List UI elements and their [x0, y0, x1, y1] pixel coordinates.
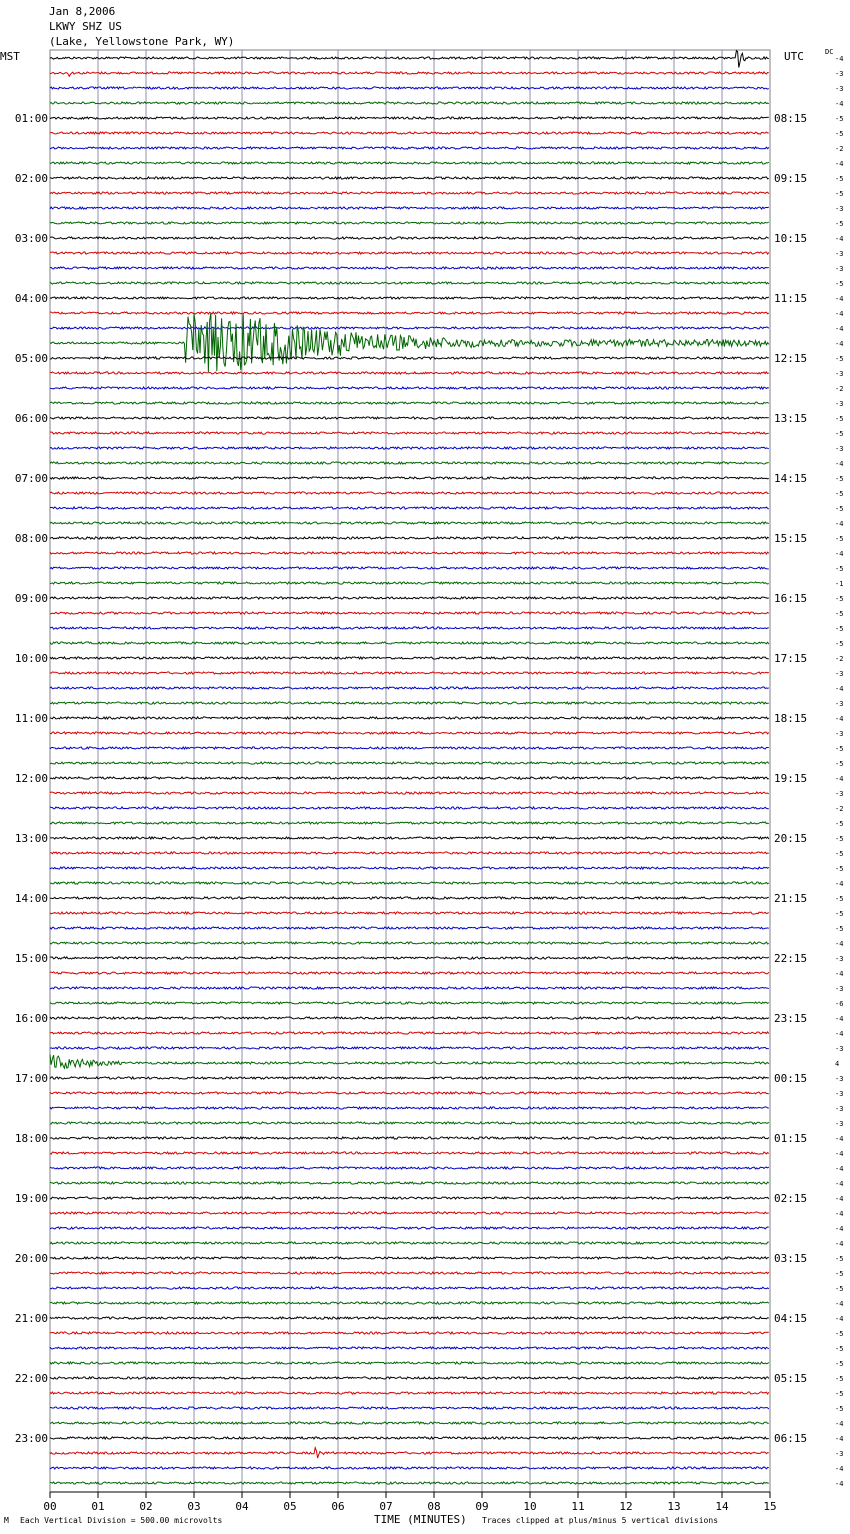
- footer-clip: Traces clipped at plus/minus 5 vertical divisions: [482, 1516, 719, 1525]
- dc-offset-label: -5: [835, 895, 844, 903]
- dc-offset-label: -5: [835, 175, 844, 183]
- right-hour-label: 16:15: [774, 592, 808, 605]
- dc-offset-label: -4: [835, 1315, 844, 1323]
- seismic-trace: [50, 927, 769, 929]
- left-hour-label: 02:00: [14, 172, 48, 185]
- dc-offset-label: -4: [835, 1180, 844, 1188]
- date-label: Jan 8,2006: [49, 5, 116, 18]
- dc-offset-label: -4: [835, 1135, 844, 1143]
- dc-offset-label: -3: [835, 1450, 844, 1458]
- seismic-trace: [50, 912, 769, 914]
- seismic-trace: [50, 612, 769, 614]
- seismic-trace: [50, 1212, 769, 1214]
- seismic-trace: [50, 1017, 769, 1019]
- dc-offset-label: -5: [835, 1390, 844, 1398]
- dc-offset-label: -3: [835, 1120, 844, 1128]
- dc-offset-label: -5: [835, 535, 844, 543]
- dc-offset-label: -5: [835, 190, 844, 198]
- seismic-trace: [50, 1287, 769, 1289]
- x-tick-label: 01: [91, 1500, 105, 1513]
- left-hour-label: 01:00: [14, 112, 48, 125]
- dc-offset-label: -4: [835, 310, 844, 318]
- seismic-trace: [50, 942, 769, 944]
- seismic-trace: [50, 1362, 769, 1364]
- seismic-trace: [50, 102, 769, 104]
- seismic-trace: [50, 1092, 769, 1094]
- dc-offset-label: -5: [835, 115, 844, 123]
- seismic-trace: [50, 313, 769, 372]
- seismic-trace: [50, 1407, 769, 1409]
- seismic-trace: [50, 792, 769, 794]
- seismic-trace: [50, 117, 769, 119]
- dc-offset-label: -5: [835, 1345, 844, 1353]
- seismic-trace: [50, 1032, 769, 1034]
- right-hour-label: 06:15: [774, 1432, 808, 1445]
- x-tick-label: 02: [139, 1500, 153, 1513]
- dc-offset-label: -4: [835, 295, 844, 303]
- left-hour-label: 13:00: [14, 832, 48, 845]
- dc-offset-label: -2: [835, 655, 844, 663]
- right-hour-label: 08:15: [774, 112, 808, 125]
- plot-frame: [50, 50, 770, 1492]
- dc-offset-label: -5: [835, 565, 844, 573]
- left-hour-label: 20:00: [14, 1252, 48, 1265]
- dc-offset-label: -4: [835, 775, 844, 783]
- dc-offset-label: -5: [835, 1285, 844, 1293]
- seismic-trace: [50, 252, 769, 254]
- seismic-trace: [50, 1137, 769, 1139]
- right-timezone-label: UTC: [784, 50, 804, 63]
- right-hour-label: 05:15: [774, 1372, 808, 1385]
- dc-offset-label: -1: [835, 580, 844, 588]
- left-hour-label: 03:00: [14, 232, 48, 245]
- x-tick-label: 11: [571, 1500, 585, 1513]
- left-hour-label: 21:00: [14, 1312, 48, 1325]
- seismic-trace: [50, 372, 769, 374]
- seismic-trace: [50, 807, 769, 809]
- dc-offset-label: -5: [835, 835, 844, 843]
- seismic-trace: [50, 237, 769, 239]
- dc-offset-label: -5: [835, 280, 844, 288]
- dc-offset-label: -5: [835, 475, 844, 483]
- left-hour-label: 16:00: [14, 1012, 48, 1025]
- dc-offset-label: -5: [835, 640, 844, 648]
- dc-offset-label: 4: [835, 1060, 840, 1068]
- seismic-trace: [50, 1377, 769, 1379]
- dc-offset-label: -3: [835, 205, 844, 213]
- seismic-trace: [50, 1482, 769, 1484]
- dc-offset-label: -3: [835, 70, 844, 78]
- dc-offset-label: -5: [835, 1405, 844, 1413]
- right-hour-label: 13:15: [774, 412, 808, 425]
- seismic-trace: [50, 432, 769, 434]
- dc-offset-label: -4: [835, 715, 844, 723]
- seismic-trace: [50, 1437, 769, 1439]
- dc-offset-label: -4: [835, 550, 844, 558]
- dc-offset-label: -5: [835, 1360, 844, 1368]
- left-hour-label: 14:00: [14, 892, 48, 905]
- seismic-trace: [50, 477, 769, 479]
- seismic-trace: [50, 597, 769, 599]
- left-hour-label: 05:00: [14, 352, 48, 365]
- dc-offset-label: -3: [835, 955, 844, 963]
- right-hour-label: 01:15: [774, 1132, 808, 1145]
- dc-offset-label: -4: [835, 1150, 844, 1158]
- seismic-trace: [50, 822, 769, 824]
- footer-scale: Each Vertical Division = 500.00 microvolts: [20, 1516, 223, 1525]
- right-hour-label: 22:15: [774, 952, 808, 965]
- right-hour-label: 21:15: [774, 892, 808, 905]
- seismic-trace: [50, 567, 769, 569]
- seismic-trace: [50, 1392, 769, 1394]
- left-hour-label: 07:00: [14, 472, 48, 485]
- right-hour-label: 15:15: [774, 532, 808, 545]
- right-hour-label: 14:15: [774, 472, 808, 485]
- station-label: LKWY SHZ US: [49, 20, 122, 33]
- seismic-trace: [50, 702, 769, 704]
- dc-offset-label: -5: [835, 505, 844, 513]
- dc-offset-label: -5: [835, 490, 844, 498]
- seismic-trace: [50, 492, 769, 494]
- dc-offset-label: -5: [835, 625, 844, 633]
- seismic-trace: [50, 72, 769, 76]
- seismic-trace: [50, 852, 769, 854]
- dc-offset-label: -2: [835, 385, 844, 393]
- footer-mark: M: [4, 1516, 9, 1525]
- seismic-trace: [50, 627, 769, 629]
- seismic-trace: [50, 582, 769, 584]
- dc-offset-label: -5: [835, 745, 844, 753]
- dc-offset-label: -3: [835, 1090, 844, 1098]
- seismic-trace: [50, 147, 769, 149]
- seismic-trace: [50, 282, 769, 284]
- dc-offset-label: -2: [835, 805, 844, 813]
- x-tick-label: 14: [715, 1500, 729, 1513]
- right-hour-label: 11:15: [774, 292, 808, 305]
- x-tick-label: 07: [379, 1500, 393, 1513]
- x-tick-label: 05: [283, 1500, 297, 1513]
- seismic-trace: [50, 732, 769, 734]
- seismic-trace: [50, 417, 769, 419]
- dc-offset-label: -4: [835, 1195, 844, 1203]
- seismic-trace: [50, 402, 769, 404]
- left-hour-label: 19:00: [14, 1192, 48, 1205]
- dc-offset-label: -3: [835, 700, 844, 708]
- dc-offset-label: -3: [835, 730, 844, 738]
- dc-offset-label: -4: [835, 55, 844, 63]
- x-tick-label: 09: [475, 1500, 489, 1513]
- dc-offset-label: -4: [835, 1300, 844, 1308]
- right-hour-label: 18:15: [774, 712, 808, 725]
- seismic-trace: [50, 762, 769, 764]
- dc-offset-label: -5: [835, 910, 844, 918]
- left-hour-label: 06:00: [14, 412, 48, 425]
- right-hour-label: 00:15: [774, 1072, 808, 1085]
- seismic-trace: [50, 1077, 769, 1079]
- x-tick-label: 06: [331, 1500, 345, 1513]
- seismic-trace: [50, 1242, 769, 1244]
- left-hour-label: 04:00: [14, 292, 48, 305]
- x-tick-label: 03: [187, 1500, 201, 1513]
- seismic-trace: [50, 357, 769, 359]
- dc-offset-label: -4: [835, 460, 844, 468]
- dc-offset-label: -3: [835, 790, 844, 798]
- left-hour-label: 17:00: [14, 1072, 48, 1085]
- seismic-trace: [50, 717, 769, 719]
- dc-offset-label: -5: [835, 820, 844, 828]
- left-hour-label: 18:00: [14, 1132, 48, 1145]
- dc-offset-label: -3: [835, 985, 844, 993]
- seismic-trace: [50, 1197, 769, 1199]
- x-tick-label: 10: [523, 1500, 537, 1513]
- seismic-trace: [50, 1182, 769, 1184]
- seismic-trace: [50, 837, 769, 839]
- right-hour-label: 17:15: [774, 652, 808, 665]
- x-tick-label: 04: [235, 1500, 249, 1513]
- dc-offset-label: -4: [835, 1210, 844, 1218]
- dc-offset-label: -6: [835, 1000, 844, 1008]
- dc-offset-label: -4: [835, 685, 844, 693]
- dc-offset-label: -5: [835, 220, 844, 228]
- seismic-trace: [50, 777, 769, 779]
- seismic-trace: [50, 267, 769, 269]
- left-timezone-label: MST: [0, 50, 20, 63]
- dc-offset-label: -3: [835, 1075, 844, 1083]
- seismic-trace: [50, 1257, 769, 1259]
- dc-offset-label: -5: [835, 1330, 844, 1338]
- dc-offset-label: -3: [835, 265, 844, 273]
- dc-offset-label: -5: [835, 760, 844, 768]
- dc-label: DC: [825, 48, 834, 56]
- x-tick-label: 12: [619, 1500, 633, 1513]
- dc-offset-label: -4: [835, 340, 844, 348]
- dc-offset-label: -2: [835, 145, 844, 153]
- dc-offset-label: -3: [835, 400, 844, 408]
- dc-offset-label: -5: [835, 610, 844, 618]
- dc-offset-label: -4: [835, 520, 844, 528]
- seismic-trace: [50, 672, 769, 674]
- dc-offset-label: -4: [835, 1240, 844, 1248]
- seismic-trace: [50, 1055, 769, 1069]
- seismic-trace: [50, 1002, 769, 1004]
- seismic-trace: [50, 462, 769, 464]
- right-hour-label: 02:15: [774, 1192, 808, 1205]
- dc-offset-label: -3: [835, 445, 844, 453]
- seismic-trace: [50, 162, 769, 164]
- dc-offset-label: -5: [835, 1270, 844, 1278]
- right-hour-label: 09:15: [774, 172, 808, 185]
- x-tick-label: 08: [427, 1500, 441, 1513]
- seismic-trace: [50, 882, 769, 884]
- dc-offset-label: -4: [835, 1225, 844, 1233]
- dc-offset-label: -5: [835, 355, 844, 363]
- x-tick-label: 13: [667, 1500, 681, 1513]
- dc-offset-label: -4: [835, 1465, 844, 1473]
- seismic-trace: [50, 1107, 769, 1109]
- seismic-trace: [50, 207, 769, 209]
- seismic-trace: [50, 867, 769, 869]
- seismic-trace: [50, 507, 769, 509]
- dc-offset-label: -4: [835, 325, 844, 333]
- seismic-trace: [50, 297, 769, 299]
- seismic-trace: [50, 1448, 769, 1458]
- dc-offset-label: -5: [835, 925, 844, 933]
- seismic-trace: [50, 132, 769, 134]
- dc-offset-label: -4: [835, 160, 844, 168]
- seismic-trace: [50, 642, 769, 644]
- dc-offset-label: -4: [835, 100, 844, 108]
- dc-offset-label: -4: [835, 1435, 844, 1443]
- seismic-trace: [50, 1332, 769, 1334]
- seismic-trace: [50, 1347, 769, 1349]
- right-hour-label: 12:15: [774, 352, 808, 365]
- dc-offset-label: -4: [835, 1015, 844, 1023]
- x-tick-label: 15: [763, 1500, 777, 1513]
- seismic-trace: [50, 1122, 769, 1124]
- dc-offset-label: -4: [835, 970, 844, 978]
- dc-offset-label: -3: [835, 1105, 844, 1113]
- dc-offset-label: -3: [835, 85, 844, 93]
- seismic-trace: [50, 327, 769, 329]
- seismic-trace: [50, 552, 769, 554]
- dc-offset-label: -4: [835, 1030, 844, 1038]
- left-hour-label: 11:00: [14, 712, 48, 725]
- dc-offset-label: -5: [835, 865, 844, 873]
- left-hour-label: 08:00: [14, 532, 48, 545]
- dc-offset-label: -4: [835, 235, 844, 243]
- seismic-trace: [50, 51, 769, 68]
- dc-offset-label: -3: [835, 1045, 844, 1053]
- dc-offset-label: -4: [835, 1165, 844, 1173]
- dc-offset-label: -5: [835, 850, 844, 858]
- seismic-trace: [50, 192, 769, 194]
- dc-offset-label: -3: [835, 250, 844, 258]
- seismic-trace: [50, 522, 769, 524]
- seismic-trace: [50, 972, 769, 974]
- seismic-trace: [50, 957, 769, 959]
- left-hour-label: 22:00: [14, 1372, 48, 1385]
- dc-offset-label: -4: [835, 940, 844, 948]
- dc-offset-label: -5: [835, 1255, 844, 1263]
- seismic-trace: [50, 537, 769, 539]
- left-hour-label: 09:00: [14, 592, 48, 605]
- left-hour-label: 15:00: [14, 952, 48, 965]
- dc-offset-label: -3: [835, 370, 844, 378]
- right-hour-label: 10:15: [774, 232, 808, 245]
- x-axis-title: TIME (MINUTES): [374, 1513, 467, 1526]
- right-hour-label: 19:15: [774, 772, 808, 785]
- dc-offset-label: -5: [835, 415, 844, 423]
- seismic-trace: [50, 177, 769, 179]
- seismic-trace: [50, 1047, 769, 1049]
- dc-offset-label: -5: [835, 1375, 844, 1383]
- seismic-trace: [50, 87, 769, 89]
- location-label: (Lake, Yellowstone Park, WY): [49, 35, 235, 48]
- right-hour-label: 23:15: [774, 1012, 808, 1025]
- dc-offset-label: -5: [835, 430, 844, 438]
- left-hour-label: 23:00: [14, 1432, 48, 1445]
- seismic-trace: [50, 657, 769, 659]
- seismic-trace: [50, 447, 769, 449]
- seismic-trace: [50, 1227, 769, 1229]
- seismic-trace: [50, 222, 769, 224]
- dc-offset-label: -5: [835, 130, 844, 138]
- right-hour-label: 04:15: [774, 1312, 808, 1325]
- seismic-trace: [50, 987, 769, 989]
- seismic-trace: [50, 387, 769, 389]
- seismic-trace: [50, 1317, 769, 1319]
- dc-offset-label: -3: [835, 670, 844, 678]
- left-hour-label: 12:00: [14, 772, 48, 785]
- dc-offset-label: -4: [835, 1420, 844, 1428]
- right-hour-label: 20:15: [774, 832, 808, 845]
- seismic-trace: [50, 312, 769, 314]
- left-hour-label: 10:00: [14, 652, 48, 665]
- dc-offset-label: -4: [835, 880, 844, 888]
- dc-offset-label: -4: [835, 1480, 844, 1488]
- seismic-trace: [50, 1152, 769, 1154]
- seismic-trace: [50, 1272, 769, 1274]
- dc-offset-label: -5: [835, 595, 844, 603]
- seismic-trace: [50, 1467, 769, 1469]
- seismic-trace: [50, 897, 769, 899]
- seismic-trace: [50, 1167, 769, 1169]
- seismic-trace: [50, 687, 769, 689]
- seismic-trace: [50, 1302, 769, 1304]
- x-tick-label: 00: [43, 1500, 57, 1513]
- seismic-trace: [50, 747, 769, 749]
- seismic-trace: [50, 1422, 769, 1424]
- right-hour-label: 03:15: [774, 1252, 808, 1265]
